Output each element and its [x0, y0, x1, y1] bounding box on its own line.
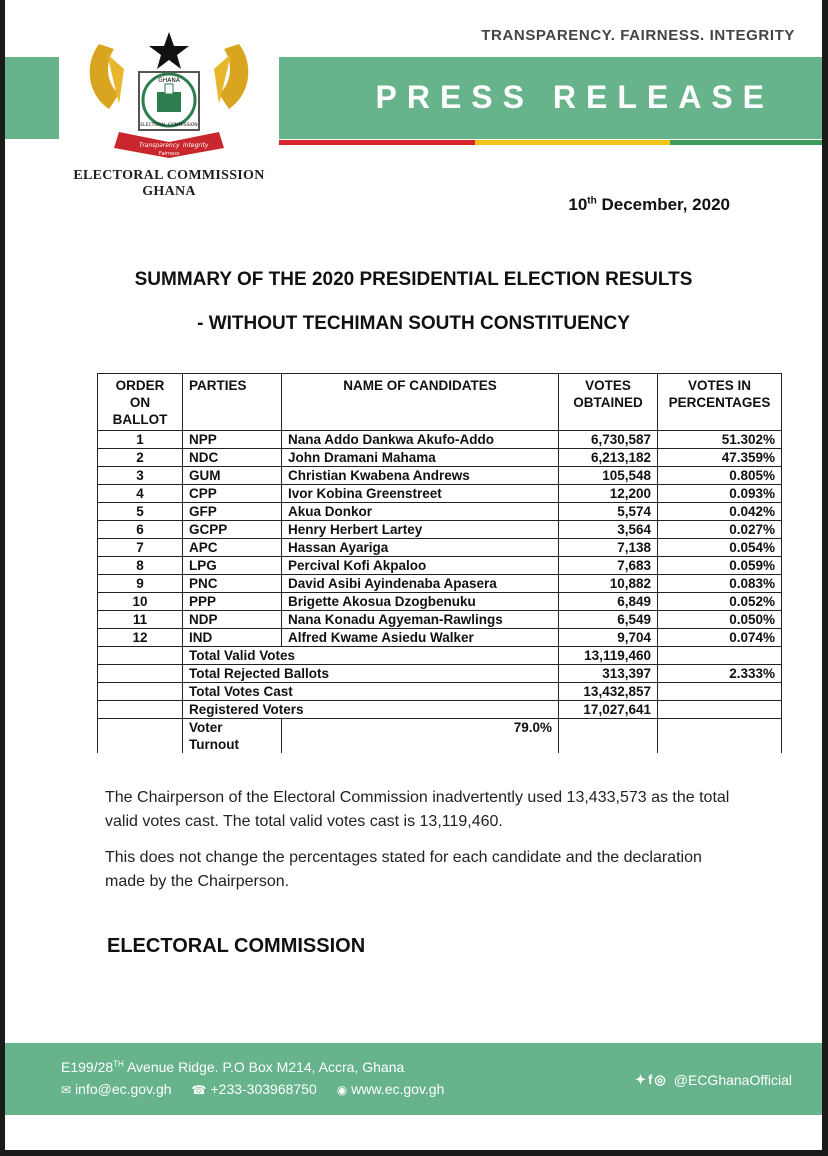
turnout-row — [98, 719, 782, 754]
totals-row — [98, 665, 782, 683]
vote-percentage: 0.059% — [658, 557, 782, 575]
header-parties: PARTIES — [183, 374, 282, 431]
vote-percentage: 0.083% — [658, 575, 782, 593]
vote-percentage: 0.042% — [658, 503, 782, 521]
party: APC — [183, 539, 282, 557]
document-title-line1: SUMMARY OF THE 2020 PRESIDENTIAL ELECTION RESULTS — [134, 269, 693, 290]
footer-phone-item[interactable] — [192, 1081, 317, 1097]
party: LPG — [183, 557, 282, 575]
ballot-order: 12 — [98, 629, 183, 647]
footer-address — [61, 1059, 404, 1075]
org-name-line2: GHANA — [142, 184, 196, 199]
candidate-name: Alfred Kwame Asiedu Walker — [282, 629, 559, 647]
table-row — [98, 521, 782, 539]
totals-label: Total Rejected Ballots — [183, 665, 559, 683]
ballot-order: 3 — [98, 467, 183, 485]
ballot-order: 9 — [98, 575, 183, 593]
address-prefix: E199/28 — [61, 1059, 114, 1075]
totals-label: Total Valid Votes — [183, 647, 559, 665]
ballot-order: 4 — [98, 485, 183, 503]
ballot-order: 7 — [98, 539, 183, 557]
footer-website[interactable]: www.ec.gov.gh — [351, 1081, 445, 1097]
ribbon-left-text: Transparency — [139, 142, 180, 149]
twitter-icon: ✦ — [635, 1072, 649, 1087]
vote-percentage: 0.805% — [658, 467, 782, 485]
facebook-icon: f — [648, 1072, 655, 1087]
logo — [59, 10, 279, 215]
flag-stripe-green — [670, 140, 822, 145]
totals-label: Total Votes Cast — [183, 683, 559, 701]
votes-obtained: 6,849 — [559, 593, 658, 611]
social-handle[interactable]: @ECGhanaOfficial — [673, 1072, 792, 1088]
candidate-name: John Dramani Mahama — [282, 449, 559, 467]
candidate-name: Akua Donkor — [282, 503, 559, 521]
vote-percentage: 0.050% — [658, 611, 782, 629]
party: NDP — [183, 611, 282, 629]
org-name-line1: ELECTORAL COMMISSION — [73, 168, 265, 183]
party: NPP — [183, 431, 282, 449]
totals-label: Registered Voters — [183, 701, 559, 719]
table-row — [98, 557, 782, 575]
totals-percent — [658, 647, 782, 665]
header-name: NAME OF CANDIDATES — [282, 374, 559, 431]
footer-email[interactable]: info@ec.gov.gh — [75, 1081, 172, 1097]
vote-percentage: 0.093% — [658, 485, 782, 503]
seal-top-text: GHANA — [158, 77, 180, 84]
table-row — [98, 467, 782, 485]
table-row — [98, 539, 782, 557]
table-row — [98, 431, 782, 449]
vote-percentage: 0.054% — [658, 539, 782, 557]
table-row — [98, 485, 782, 503]
votes-obtained: 6,213,182 — [559, 449, 658, 467]
votes-obtained: 10,882 — [559, 575, 658, 593]
ballot-order: 6 — [98, 521, 183, 539]
header-votes: VOTES OBTAINED — [559, 374, 658, 431]
footer-phone[interactable]: +233-303968750 — [210, 1081, 317, 1097]
empty-cell — [559, 719, 658, 754]
vote-percentage: 51.302% — [658, 431, 782, 449]
signoff: ELECTORAL COMMISSION — [107, 935, 366, 957]
totals-percent: 2.333% — [658, 665, 782, 683]
totals-percent — [658, 683, 782, 701]
party: GUM — [183, 467, 282, 485]
seal-ring-text: ELECTORAL COMMISSION — [140, 123, 198, 128]
candidate-name: Percival Kofi Akpaloo — [282, 557, 559, 575]
empty-cell — [98, 719, 183, 754]
votes-obtained: 7,683 — [559, 557, 658, 575]
header-order: ORDER ON BALLOT — [98, 374, 183, 431]
press-release-page — [5, 0, 822, 1150]
empty-cell — [98, 701, 183, 719]
candidate-name: Henry Herbert Lartey — [282, 521, 559, 539]
party: PNC — [183, 575, 282, 593]
table-header-row — [98, 374, 782, 431]
document-title-line2: - WITHOUT TECHIMAN SOUTH CONSTITUENCY — [197, 313, 630, 334]
ballot-order: 2 — [98, 449, 183, 467]
ballot-order: 8 — [98, 557, 183, 575]
candidate-name: Brigette Akosua Dzogbenuku — [282, 593, 559, 611]
totals-value: 13,119,460 — [559, 647, 658, 665]
empty-cell — [98, 665, 183, 683]
footer-web-item[interactable] — [337, 1081, 445, 1097]
clarification-paragraph: This does not change the percentages stated for each candidate and the declaration made by the Chairperson. — [105, 849, 702, 890]
totals-row — [98, 647, 782, 665]
votes-obtained: 6,730,587 — [559, 431, 658, 449]
vote-percentage: 0.027% — [658, 521, 782, 539]
candidate-name: Christian Kwabena Andrews — [282, 467, 559, 485]
votes-obtained: 7,138 — [559, 539, 658, 557]
date-day: 10 — [568, 195, 588, 214]
totals-row — [98, 683, 782, 701]
ballot-order: 10 — [98, 593, 183, 611]
date-rest: December, 2020 — [596, 195, 730, 214]
table-row — [98, 503, 782, 521]
candidate-name: Nana Addo Dankwa Akufo-Addo — [282, 431, 559, 449]
votes-obtained: 105,548 — [559, 467, 658, 485]
totals-value: 13,432,857 — [559, 683, 658, 701]
vote-percentage: 47.359% — [658, 449, 782, 467]
table-row — [98, 611, 782, 629]
tagline: TRANSPARENCY. FAIRNESS. INTEGRITY — [481, 27, 795, 44]
mail-icon: ✉ — [61, 1083, 72, 1097]
candidate-name: Nana Konadu Agyeman-Rawlings — [282, 611, 559, 629]
table-row — [98, 575, 782, 593]
ballot-order: 11 — [98, 611, 183, 629]
vote-percentage: 0.074% — [658, 629, 782, 647]
totals-row — [98, 701, 782, 719]
globe-icon: ◉ — [336, 1083, 348, 1097]
party: GFP — [183, 503, 282, 521]
party: PPP — [183, 593, 282, 611]
flag-stripe-red — [275, 140, 475, 145]
ribbon-right-text: Integrity — [183, 142, 209, 149]
candidate-name: Ivor Kobina Greenstreet — [282, 485, 559, 503]
empty-cell — [658, 719, 782, 754]
votes-obtained: 5,574 — [559, 503, 658, 521]
votes-obtained: 6,549 — [559, 611, 658, 629]
candidate-name: Hassan Ayariga — [282, 539, 559, 557]
footer-contacts — [61, 1081, 444, 1097]
header-percent: VOTES IN PERCENTAGES — [658, 374, 782, 431]
turnout-label: Voter Turnout — [183, 719, 282, 754]
table-row — [98, 593, 782, 611]
candidate-name: David Asibi Ayindenaba Apasera — [282, 575, 559, 593]
votes-obtained: 9,704 — [559, 629, 658, 647]
party: GCPP — [183, 521, 282, 539]
party: CPP — [183, 485, 282, 503]
totals-value: 17,027,641 — [559, 701, 658, 719]
date-suffix: th — [587, 195, 597, 207]
totals-percent — [658, 701, 782, 719]
correction-paragraph: The Chairperson of the Electoral Commission inadvertently used 13,433,573 as the total valid votes cast. The total valid votes cast is 13,119,460. — [105, 789, 730, 830]
party: IND — [183, 629, 282, 647]
turnout-value: 79.0% — [282, 719, 559, 754]
empty-cell — [98, 647, 183, 665]
party: NDC — [183, 449, 282, 467]
footer — [5, 1043, 822, 1115]
address-sup: TH — [113, 1059, 124, 1069]
address-rest: Avenue Ridge. P.O Box M214, Accra, Ghana — [123, 1059, 405, 1075]
footer-email-item[interactable] — [61, 1081, 172, 1097]
flag-stripe-yellow — [475, 140, 670, 145]
votes-obtained: 12,200 — [559, 485, 658, 503]
banner-title: PRESS RELEASE — [375, 79, 774, 115]
ribbon-bottom-text: Fairness — [158, 151, 180, 157]
empty-cell — [98, 683, 183, 701]
ballot-order: 5 — [98, 503, 183, 521]
coat-of-arms-emblem — [79, 14, 259, 164]
votes-obtained: 3,564 — [559, 521, 658, 539]
results-table — [97, 373, 782, 753]
footer-social[interactable] — [635, 1072, 792, 1088]
phone-icon: ☎ — [191, 1083, 207, 1097]
instagram-icon: ◎ — [654, 1072, 668, 1087]
table-row — [98, 449, 782, 467]
table-row — [98, 629, 782, 647]
vote-percentage: 0.052% — [658, 593, 782, 611]
release-date — [568, 195, 730, 215]
totals-value: 313,397 — [559, 665, 658, 683]
ballot-order: 1 — [98, 431, 183, 449]
